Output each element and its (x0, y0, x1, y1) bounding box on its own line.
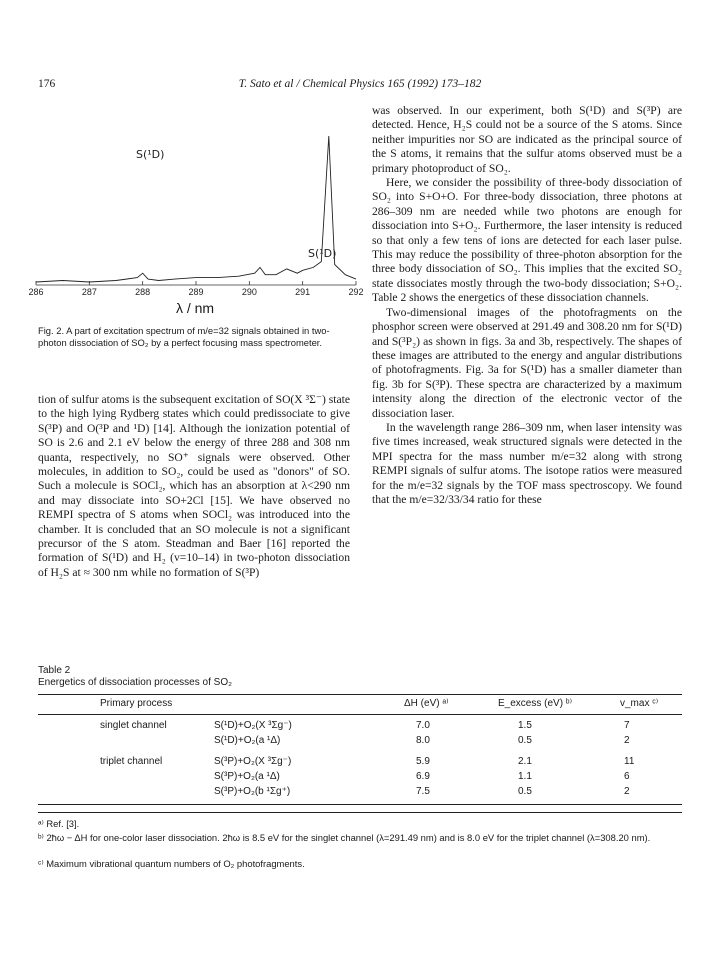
table-cell-delta-h: 8.0 (416, 735, 430, 746)
table-top-rule (38, 694, 682, 695)
figure-caption-text: A part of excitation spectrum of m/e=32 signals obtained in two-photon dissociation of SO₂ by a perfect focusing mass spectrometer. (38, 325, 330, 348)
table-bottom-rule (38, 804, 682, 805)
header-excess: E_excess (eV) ᵇ⁾ (498, 698, 573, 709)
peak-label-main: S(¹D) (136, 148, 165, 161)
right-paragraph-3: Two-dimensional images of the photofragments on the phosphor screen were observed at 291.49 and 308.20 nm for S(¹D) and S(³P₂) as shown in figs. 3a and 3b, respectively. The shapes of these images are attributed to the energy and angular distributions of photofragments. Fig. 3a for S(¹D) has a smaller diameter than fig. 3b for S(³P). These spectra are characterized by a maximum intensity along the direction of the electronic vector of the dissociation laser. (372, 305, 682, 420)
table-cell-channel: triplet channel (100, 756, 163, 767)
table-cell-excess: 0.5 (518, 786, 532, 797)
energetics-table (38, 694, 682, 814)
table-cell-excess: 1.5 (518, 720, 532, 731)
table-mid-rule (38, 714, 682, 715)
table-cell-products: S(³P)+O₂(a ¹Δ) (214, 771, 280, 782)
table-cell-vmax: 6 (624, 771, 630, 782)
table-cell-delta-h: 7.5 (416, 786, 430, 797)
x-tick-label: 286 (28, 287, 44, 297)
table-caption: Energetics of dissociation processes of SO₂ (38, 677, 232, 688)
table-label: Table 2 (38, 665, 71, 676)
running-title: T. Sato et al / Chemical Physics 165 (1992) 173–182 (238, 78, 482, 90)
table-cell-channel: singlet channel (100, 720, 167, 731)
right-column (372, 104, 682, 507)
table-cell-products: S(³P)+O₂(X ³Σg⁻) (214, 756, 292, 767)
table-cell-excess: 0.5 (518, 735, 532, 746)
table-cell-products: S(¹D)+O₂(a ¹Δ) (214, 735, 281, 746)
excitation-spectrum-chart (28, 122, 364, 322)
right-paragraph-4: In the wavelength range 286–309 nm, when laser intensity was five times increased, weak structured signals were detected in the MPI spectra for the mass number m/e=32 along with strong REMPI signals of sulfur atoms. The isotope ratios were measured for the m/e=32 signals by the TOF mass spectroscopy. We found that the m/e=32/33/34 ratio for these (372, 420, 682, 506)
x-tick-label: 291 (295, 287, 311, 297)
peak-label-secondary: S(¹D) (308, 247, 337, 260)
page-header (38, 78, 682, 94)
header-primary-process: Primary process (100, 698, 173, 709)
footnote-rule (38, 812, 682, 813)
x-tick-label: 292 (348, 287, 364, 297)
table-heading (38, 665, 232, 689)
footnote-c: ᶜ⁾ Maximum vibrational quantum numbers of O₂ photofragments. (38, 858, 305, 869)
right-paragraph-2: Here, we consider the possibility of three-body dissociation of SO₂ into S+O+O. For three-body dissociation, three photons at 286–309 nm are needed while two photons are enough for dissociation into S+O₂. Furthermore, the laser intensity is reduced so that only a few tens of ions are detected for each laser pulse. This may reduce the possibility of three-photon absorption for the three body dissociation of SO₂. This implies that the excited SO₂ state dissociates mostly through the two-body dissociation; S+O₂. Table 2 shows the energetics of these dissociation channels. (372, 176, 682, 305)
header-delta-h: ΔH (eV) ᵃ⁾ (404, 698, 449, 709)
table-cell-delta-h: 5.9 (416, 756, 430, 767)
header-vmax: v_max ᶜ⁾ (620, 698, 659, 709)
footnote-b: ᵇ⁾ 2ħω − ΔH for one-color laser dissociation. 2ħω is 8.5 eV for the singlet channel (λ=291.49 nm) and is 8.0 eV for the triplet channel (λ=308.20 nm). (38, 832, 651, 843)
figure-caption-lead: Fig. 2. (38, 325, 65, 336)
table-cell-delta-h: 7.0 (416, 720, 430, 731)
x-tick-label: 287 (81, 287, 97, 297)
x-tick-label: 288 (135, 287, 151, 297)
table-cell-products: S(³P)+O₂(b ¹Σg⁺) (214, 786, 291, 797)
left-paragraph-1: tion of sulfur atoms is the subsequent excitation of SO(X ³Σ⁻) state to the high lying Rydberg states which could predissociate to give S(³P) and O(³P and ¹D) [14]. Although the ionization potential of SO is 2.6 and 2.1 eV below the energy of three 288 and 308 nm quanta, respectively, no SO⁺ signals were observed. Other molecules, in addition to SO₂, could be used as "donors" of SO. Such a molecule is SOCl₂, which has an absorption at λ<290 nm and may dissociate into SO+2Cl [15]. We have observed no REMPI spectra of S atoms when SOCl₂ was introduced into the chamber. It is concluded that an SO molecule is not a significant precursor of the S atom. Steadman and Baer [16] reported the formation of S(¹D) and H₂ (v=10–14) in two-photon dissociation of H₂S at ≈ 300 nm while no formation of S(³P) (38, 393, 350, 579)
table-cell-vmax: 11 (624, 756, 635, 767)
table-cell-vmax: 2 (624, 786, 630, 797)
table-cell-vmax: 2 (624, 735, 630, 746)
table-cell-excess: 2.1 (518, 756, 532, 767)
spectrum-line (36, 136, 356, 282)
right-paragraph-1: was observed. In our experiment, both S(¹D) and S(³P) are detected. Hence, H₂S could not be a source of the S atoms. Since neither impurities nor SO are indicated as the principal source of the S atoms, it remains that the sulfur atoms observed must be a primary photoproduct of SO₂. (372, 104, 682, 175)
page-number: 176 (38, 78, 56, 90)
footnote-a: ᵃ⁾ Ref. [3]. (38, 818, 80, 829)
x-tick-label: 290 (241, 287, 257, 297)
table-cell-products: S(¹D)+O₂(X ³Σg⁻) (214, 720, 292, 731)
table-cell-vmax: 7 (624, 720, 630, 731)
left-column (38, 393, 350, 580)
table-cell-excess: 1.1 (518, 771, 532, 782)
table-cell-delta-h: 6.9 (416, 771, 430, 782)
figure-caption (38, 325, 350, 349)
x-tick-label: 289 (188, 287, 204, 297)
x-axis-title: λ / nm (175, 300, 215, 316)
